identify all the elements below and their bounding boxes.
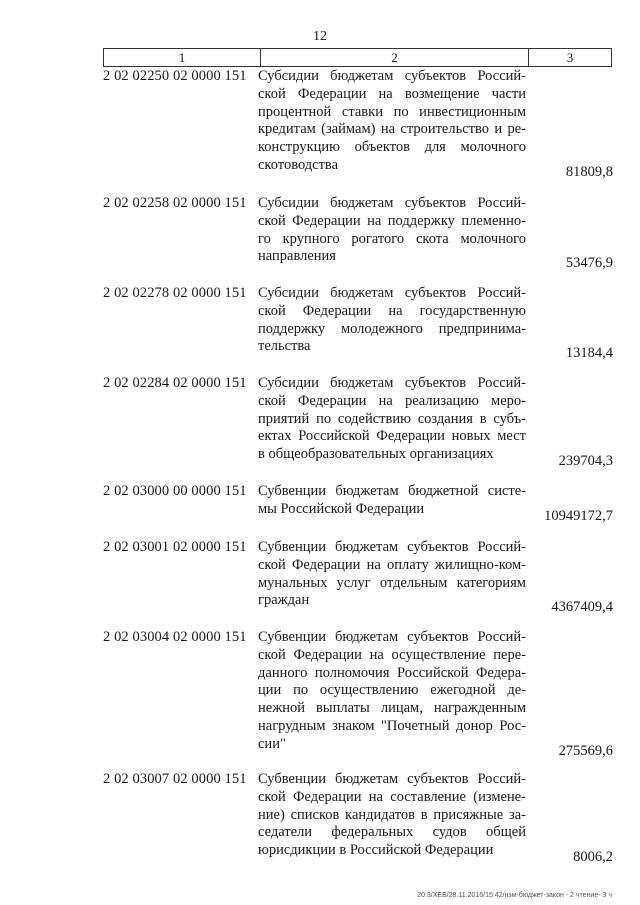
amount: 8006,2 [573, 849, 613, 866]
budget-code: 2 02 03004 02 0000 151 [103, 629, 247, 645]
description-line: нежной выплаты лицам, награжденным [258, 700, 526, 717]
description-line: ской Федерации на поддержку племенно- [258, 212, 526, 229]
description [258, 195, 526, 266]
description-line: го крупного рогатого скота молочного [258, 230, 526, 247]
description-line: Субсидии бюджетам субъектов Россий- [258, 285, 526, 301]
description [258, 375, 526, 464]
amount: 10949172,7 [544, 507, 613, 524]
description [258, 539, 526, 610]
description-line: Субвенции бюджетам бюджетной систе- [258, 483, 526, 499]
description-line: ской Федерации на реализацию меро- [258, 392, 526, 409]
description [258, 629, 526, 754]
description-line: приятий по содействию создания в субъ- [258, 410, 526, 427]
table-header-col-1: 1 [103, 48, 261, 67]
budget-code: 2 02 03007 02 0000 151 [103, 771, 247, 787]
budget-code: 2 02 02258 02 0000 151 [103, 195, 247, 211]
description-line: Субвенции бюджетам субъектов Россий- [258, 539, 526, 555]
description-line: данного полномочия Российской Федера- [258, 664, 526, 681]
amount: 239704,3 [558, 453, 613, 470]
description-line: ектах Российской Федерации новых мест [258, 428, 526, 445]
description-line: ской Федерации на оплату жилищно-ком- [258, 556, 526, 573]
description-line: граждан [258, 592, 310, 609]
budget-code: 2 02 02250 02 0000 151 [103, 68, 247, 84]
description-line: ской Федерации на осуществление пере- [258, 646, 526, 663]
description [258, 771, 526, 860]
amount: 4367409,4 [551, 599, 613, 616]
description-line: ние) списков кандидатов в присяжные за- [258, 806, 526, 823]
description-line: мунальных услуг отдельным категориям [258, 574, 526, 591]
amount: 81809,8 [565, 164, 613, 180]
description-line: Субсидии бюджетам субъектов Россий- [258, 68, 526, 84]
description-line: мы Российской Федерации [258, 500, 425, 517]
description-line: сии" [258, 735, 286, 752]
amount: 53476,9 [565, 255, 613, 272]
amount: 275569,6 [558, 742, 613, 759]
budget-code: 2 02 02284 02 0000 151 [103, 375, 247, 391]
description-line: Субсидии бюджетам субъектов Россий- [258, 375, 526, 391]
description-line: ции по осуществлению ежегодной де- [258, 682, 526, 699]
description-line: ской Федерации на возмещение части [258, 85, 526, 102]
description [258, 285, 526, 356]
description-line: ской Федерации на государственную [258, 302, 526, 319]
table-header-col-3: 3 [528, 48, 612, 67]
description-line: поддержку молодежного предпринима- [258, 320, 526, 337]
description-line: Субсидии бюджетам субъектов Россий- [258, 195, 526, 211]
table-header-col-2: 2 [260, 48, 529, 67]
description-line: скотоводства [258, 156, 339, 173]
description-line: седатели федеральных судов общей [258, 824, 526, 841]
description-line: процентной ставки по инвестиционным [258, 103, 526, 120]
amount: 13184,4 [565, 345, 613, 362]
document-footer-stamp: 20.3/ХЕБ/28.11.2016/15:42/нзм-бюджет-закон - 2 чтение- 3 ч [417, 892, 612, 899]
description-line: кредитам (займам) на строительство и ре- [258, 121, 526, 138]
description-line: направления [258, 248, 336, 265]
page-number: 12 [313, 29, 327, 44]
description-line: юрисдикции в Российской Федерации [258, 842, 494, 859]
description-line: конструкцию объектов для молочного [258, 139, 526, 156]
description-line: тельства [258, 338, 311, 355]
budget-code: 2 02 03001 02 0000 151 [103, 539, 247, 555]
description [258, 483, 526, 519]
description [258, 68, 526, 175]
description-line: нагрудным знаком "Почетный донор Рос- [258, 717, 526, 734]
description-line: Субвенции бюджетам субъектов Россий- [258, 771, 526, 787]
budget-code: 2 02 02278 02 0000 151 [103, 285, 247, 301]
description-line: в общеобразовательных организациях [258, 446, 494, 463]
description-line: Субвенции бюджетам субъектов Россий- [258, 629, 526, 645]
budget-code: 2 02 03000 00 0000 151 [103, 483, 247, 499]
description-line: ской Федерации на составление (измене- [258, 788, 526, 805]
